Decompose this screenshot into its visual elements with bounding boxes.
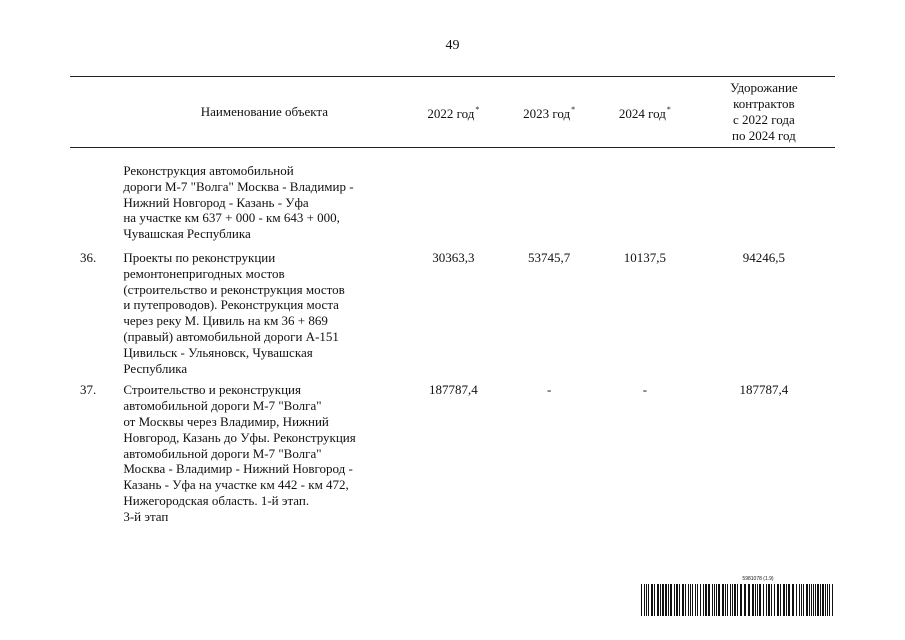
barcode-bar	[768, 584, 770, 616]
barcode-bar	[646, 584, 647, 616]
barcode-bar	[662, 584, 664, 616]
barcode-bar	[755, 584, 756, 616]
row-number	[70, 148, 123, 242]
header-2023	[501, 77, 597, 148]
row-value-2023	[501, 148, 597, 242]
row-value-increase: 187787,4	[739, 382, 789, 398]
header-2023-asterisk: *	[571, 105, 576, 115]
page-number: 49	[445, 38, 460, 53]
row-value-2022	[405, 148, 501, 242]
row-value-2024: -	[642, 382, 648, 398]
barcode-bar	[822, 584, 824, 616]
header-increase	[693, 77, 835, 148]
row-name	[123, 148, 405, 242]
row-value-2023: 53745,7	[528, 249, 571, 265]
barcode-bar	[786, 584, 787, 616]
row-name-line: 3-й этап	[123, 508, 169, 524]
row-name-line: автомобильной дороги М-7 "Волга"	[123, 445, 322, 461]
barcode-bar	[674, 584, 675, 616]
barcode-bar	[685, 584, 686, 616]
row-name-line: Строительство и реконструкция	[123, 382, 301, 398]
header-increase-line: Удорожание	[730, 80, 798, 96]
header-2022-label: 2022 год	[427, 106, 475, 122]
barcode-bar	[722, 584, 724, 616]
header-2023-label: 2023 год	[523, 106, 571, 122]
header-2024-label: 2024 год	[618, 106, 666, 122]
barcode-bar	[703, 584, 704, 616]
row-value-increase	[693, 148, 835, 242]
barcode-bar	[644, 584, 645, 616]
barcode-bar	[700, 584, 701, 616]
row-value-2024	[597, 148, 693, 242]
row-name-line: и путепроводов). Реконструкция моста	[123, 297, 339, 313]
barcode-bar	[716, 584, 717, 616]
barcode-bar	[695, 584, 696, 616]
barcode-bar	[660, 584, 661, 616]
barcode-bar	[688, 584, 689, 616]
row-name-line: автомобильной дороги М-7 "Волга"	[123, 398, 322, 414]
row-name	[123, 376, 405, 524]
row-value-2022: 30363,3	[432, 249, 475, 265]
row-value-increase: 94246,5	[742, 249, 785, 265]
barcode-bar	[811, 584, 812, 616]
barcode-bar	[737, 584, 738, 616]
header-increase-line: контрактов	[733, 96, 795, 112]
row-name-line: ремонтонепригодных мостов	[123, 265, 285, 281]
barcode-bar	[668, 584, 669, 616]
barcode-bar	[774, 584, 775, 616]
row-name-line: Реконструкция автомобильной	[123, 163, 294, 178]
barcode-bar	[641, 584, 642, 616]
row-name-line: Казань - Уфа на участке км 442 - км 472,	[123, 477, 349, 493]
row-number: 36.	[80, 249, 97, 265]
barcode-bar	[714, 584, 715, 616]
row-name-line: от Москвы через Владимир, Нижний	[123, 413, 329, 429]
barcode-bar	[654, 584, 655, 616]
row-name-line: Цивильск - Ульяновск, Чувашская	[123, 344, 313, 360]
barcode-bar	[734, 584, 736, 616]
barcode-bar	[827, 584, 828, 616]
barcode-bar	[809, 584, 810, 616]
row-value-2022: 187787,4	[428, 382, 478, 398]
header-2024-asterisk: *	[666, 105, 671, 115]
barcode-bar	[832, 584, 833, 616]
barcode-bar	[670, 584, 672, 616]
row-name-line: Нижегородская область. 1-й этап.	[123, 492, 310, 508]
barcode-bar	[801, 584, 802, 616]
row-name-line: на участке км 637 + 000 - км 643 + 000,	[123, 210, 340, 226]
header-num	[70, 77, 123, 148]
barcode-bar	[757, 584, 758, 616]
table-row	[70, 148, 835, 242]
barcode-bar	[813, 584, 814, 616]
row-value-2024: 10137,5	[623, 249, 666, 265]
barcode-bar	[725, 584, 726, 616]
barcode-bar	[752, 584, 754, 616]
row-value-2023: -	[546, 382, 552, 398]
barcode-bar	[806, 584, 808, 616]
barcode-bar	[712, 584, 713, 616]
row-name-line: Москва - Владимир - Нижний Новгород -	[123, 461, 353, 477]
barcode-bar	[777, 584, 779, 616]
row-name-line: Проекты по реконструкции	[123, 249, 276, 265]
barcode-bar	[799, 584, 800, 616]
barcode-bar	[708, 584, 710, 616]
barcode-bar	[748, 584, 750, 616]
barcode-bar	[815, 584, 816, 616]
barcode-bar	[727, 584, 728, 616]
barcode-bar	[732, 584, 733, 616]
barcode-bar	[766, 584, 767, 616]
barcode-bar	[676, 584, 678, 616]
header-2022-asterisk: *	[475, 105, 480, 115]
table-row	[70, 376, 835, 524]
objects-table	[70, 76, 835, 525]
row-name-line: (строительство и реконструкция мостов	[123, 281, 345, 297]
barcode-bar	[692, 584, 693, 616]
header-2024	[597, 77, 693, 148]
barcode-bar	[740, 584, 742, 616]
barcode-label: 5981078 (1.9)	[742, 576, 774, 582]
row-number: 37.	[80, 382, 97, 398]
header-increase-line: по 2024 год	[732, 127, 796, 143]
barcode-bar	[648, 584, 649, 616]
header-2022	[405, 77, 501, 148]
barcode-bar	[744, 584, 746, 616]
header-name: Наименование объекта	[123, 77, 405, 148]
barcode-bar	[718, 584, 720, 616]
barcode-bar	[817, 584, 819, 616]
barcode-bar	[730, 584, 731, 616]
barcode	[641, 576, 835, 616]
table-row	[70, 242, 835, 376]
row-name-line: дороги М-7 "Волга" Москва - Владимир -	[123, 178, 354, 194]
row-name-line: Республика	[123, 360, 188, 376]
barcode-bar	[657, 584, 659, 616]
row-name	[123, 242, 405, 376]
barcode-bar	[771, 584, 772, 616]
barcode-bar	[705, 584, 707, 616]
table-header-row	[70, 77, 835, 148]
barcode-bar	[759, 584, 761, 616]
barcode-bar	[679, 584, 680, 616]
barcode-bar	[763, 584, 764, 616]
row-name-line: Нижний Новгород - Казань - Уфа	[123, 194, 309, 210]
row-name-line: Чувашская Республика	[123, 226, 251, 242]
barcode-bar	[780, 584, 781, 616]
barcode-bar	[788, 584, 790, 616]
row-name-line: (правый) автомобильной дороги А-151	[123, 328, 339, 344]
header-increase-line: с 2022 года	[732, 112, 795, 127]
barcode-bar	[820, 584, 821, 616]
barcode-bars	[641, 584, 835, 616]
barcode-bar	[792, 584, 794, 616]
barcode-bar	[829, 584, 830, 616]
barcode-bar	[803, 584, 804, 616]
barcode-bar	[796, 584, 797, 616]
barcode-bar	[665, 584, 667, 616]
barcode-bar	[651, 584, 653, 616]
row-name-line: через реку М. Цивиль на км 36 + 869	[123, 313, 328, 329]
row-name-line: Новгород, Казань до Уфы. Реконструкция	[123, 429, 356, 445]
barcode-bar	[783, 584, 785, 616]
barcode-bar	[690, 584, 691, 616]
table-body	[70, 148, 835, 525]
barcode-bar	[697, 584, 698, 616]
barcode-bar	[825, 584, 826, 616]
barcode-bar	[682, 584, 684, 616]
